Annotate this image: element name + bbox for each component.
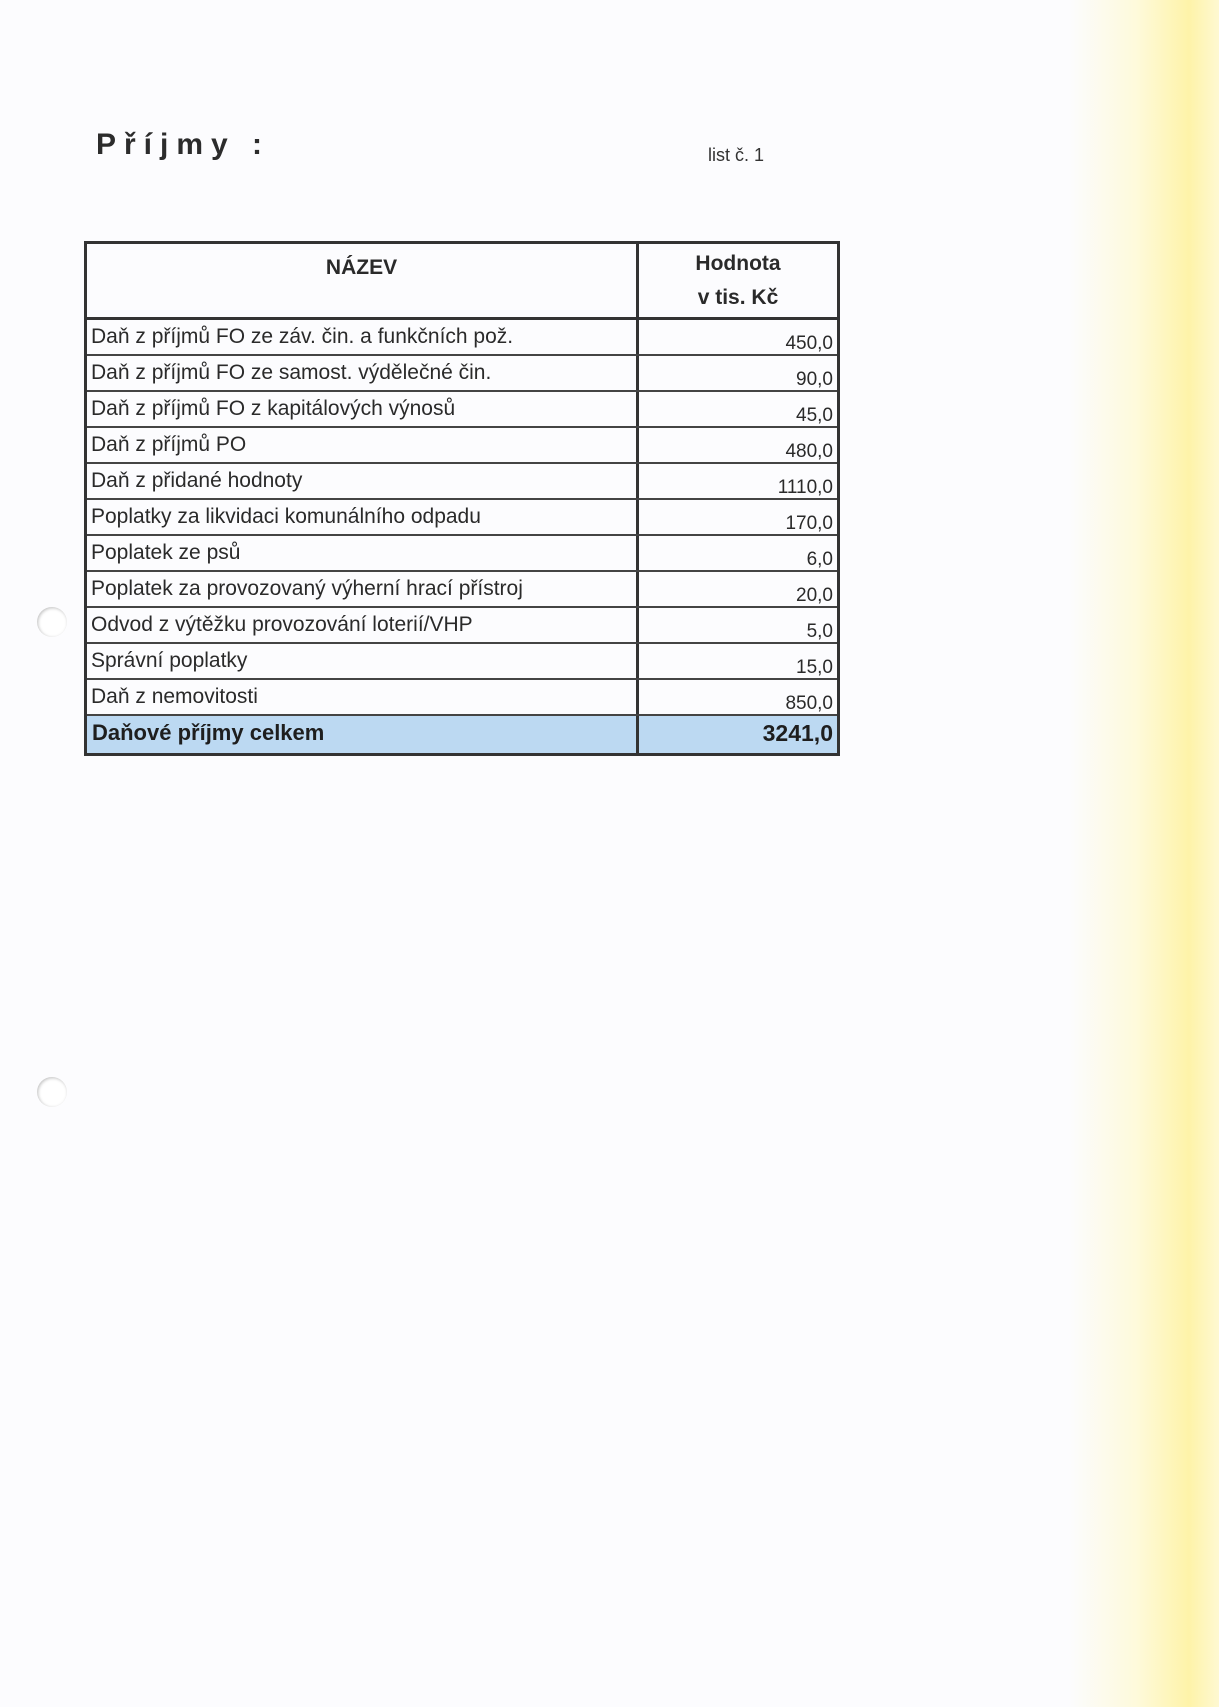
table-row xyxy=(87,680,837,716)
row-name: Daň z nemovitosti xyxy=(87,680,639,714)
row-name: Daň z příjmů FO z kapitálových výnosů xyxy=(87,392,639,426)
row-name: Daň z příjmů PO xyxy=(87,428,639,462)
table-row xyxy=(87,644,837,680)
table-row xyxy=(87,356,837,392)
row-name: Daň z příjmů FO ze záv. čin. a funkčních pož. xyxy=(87,320,639,354)
row-value: 850,0 xyxy=(785,693,833,714)
row-name: Poplatek ze psů xyxy=(87,536,639,570)
row-value: 170,0 xyxy=(785,513,833,534)
row-value: 90,0 xyxy=(796,369,833,390)
income-table xyxy=(84,241,840,756)
table-row xyxy=(87,608,837,644)
row-name: Daň z přidané hodnoty xyxy=(87,464,639,498)
table-row xyxy=(87,572,837,608)
row-name: Poplatky za likvidaci komunálního odpadu xyxy=(87,500,639,534)
row-value: 450,0 xyxy=(785,333,833,354)
table-row xyxy=(87,500,837,536)
row-value: 45,0 xyxy=(796,405,833,426)
row-value: 15,0 xyxy=(796,657,833,678)
punch-hole xyxy=(37,607,67,637)
total-row xyxy=(87,716,837,753)
row-value: 20,0 xyxy=(796,585,833,606)
table-row xyxy=(87,536,837,572)
row-value: 1110,0 xyxy=(777,477,833,498)
row-name: Správní poplatky xyxy=(87,644,639,678)
table-row xyxy=(87,320,837,356)
column-header-name: NÁZEV xyxy=(87,244,639,317)
page-title: Příjmy : xyxy=(96,128,271,161)
table-row xyxy=(87,464,837,500)
row-name: Odvod z výtěžku provozování loterií/VHP xyxy=(87,608,639,642)
table-row xyxy=(87,392,837,428)
column-header-value-line2: v tis. Kč xyxy=(697,286,779,309)
punch-hole xyxy=(37,1077,67,1107)
total-value: 3241,0 xyxy=(762,720,833,746)
column-header-value-line1: Hodnota xyxy=(695,252,781,275)
total-label: Daňové příjmy celkem xyxy=(87,716,639,753)
table-header xyxy=(87,244,837,320)
row-name: Daň z příjmů FO ze samost. výdělečné čin. xyxy=(87,356,639,390)
table-row xyxy=(87,428,837,464)
row-value: 6,0 xyxy=(806,549,833,570)
row-value: 5,0 xyxy=(806,621,833,642)
sheet-number: list č. 1 xyxy=(708,145,765,165)
row-name: Poplatek za provozovaný výherní hrací přístroj xyxy=(87,572,639,606)
row-value: 480,0 xyxy=(785,441,833,462)
paper-edge-tint xyxy=(1069,0,1219,1707)
column-header-value xyxy=(639,244,837,317)
